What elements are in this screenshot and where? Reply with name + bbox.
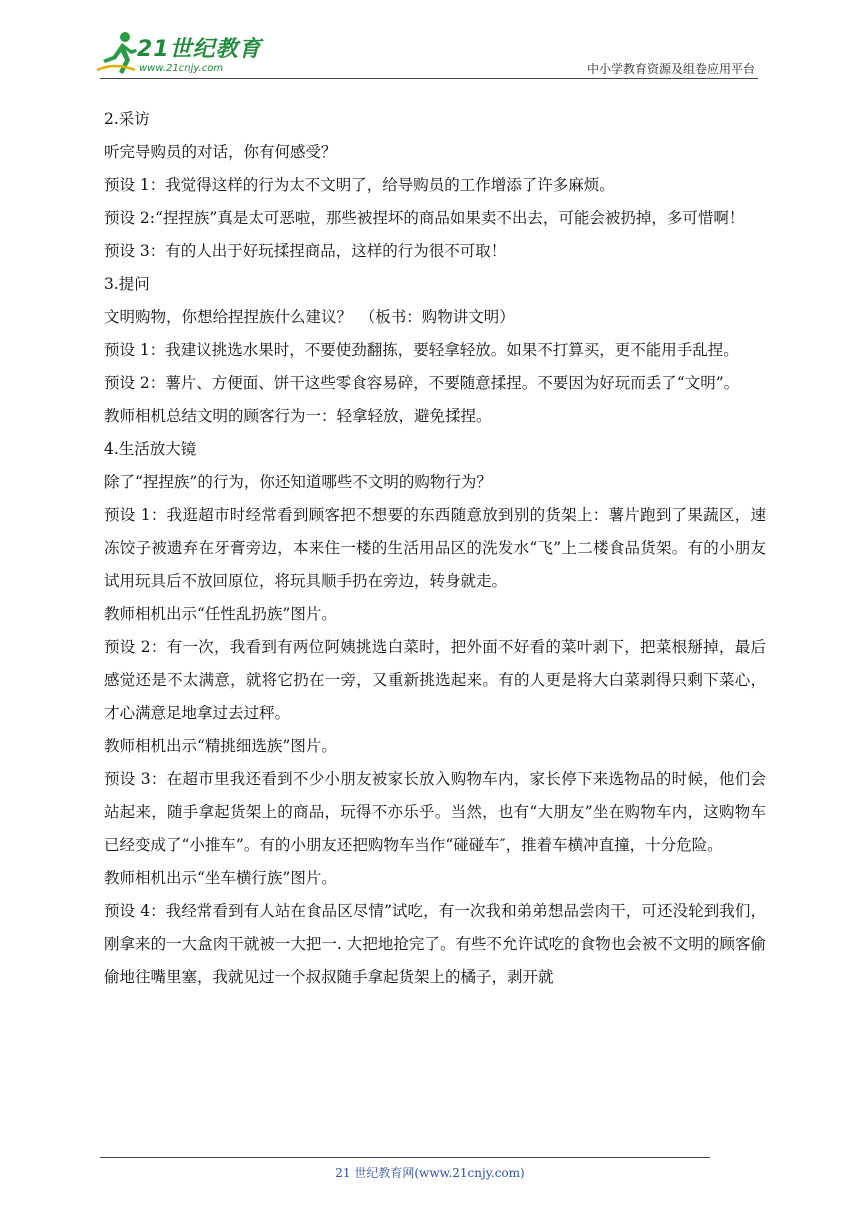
paragraph: 教师相机总结文明的顾客行为一：轻拿轻放，避免揉捏。 (104, 407, 492, 425)
paragraph: 预设 1：我逛超市时经常看到顾客把不想要的东西随意放到别的货架上：薯片跑到了果蔬区，速冻饺子被遗弃在牙膏旁边，本来住一楼的生活用品区的洗发水“飞”上二楼食品货架。有的小朋友试用玩具后不放回原位，将玩具顺手扔在旁边，转身就走。 (104, 506, 766, 590)
paragraph: 预设 2：有一次，我看到有两位阿姨挑选白菜时，把外面不好看的菜叶剥下，把菜根掰掉，最后感觉还是不太满意，就将它扔在一旁，又重新挑选起来。有的人更是将大白菜剥得只剩下菜心，才心满意足地拿过去过秤。 (104, 638, 766, 722)
paragraph: 除了“捏捏族”的行为，你还知道哪些不文明的购物行为？ (104, 473, 492, 491)
paragraph: 教师相机出示“精挑细选族”图片。 (104, 737, 337, 755)
paragraph: 预设 3：有的人出于好玩揉捏商品，这样的行为很不可取！ (104, 242, 507, 260)
platform-name: 中小学教育资源及组卷应用平台 (586, 62, 755, 76)
paragraph: 2.采访 (104, 110, 150, 128)
paragraph: 预设 1：我觉得这样的行为太不文明了，给导购员的工作增添了许多麻烦。 (104, 176, 615, 194)
site-logo[interactable] (95, 30, 275, 82)
page-header (0, 0, 860, 90)
paragraph: 预设 1：我建议挑选水果时，不要使劲翻拣，要轻拿轻放。如果不打算买，更不能用手乱捏。 (104, 341, 739, 359)
logo-url: www.21cnjy.com (139, 63, 224, 74)
paragraph: 预设 2：薯片、方便面、饼干这些零食容易碎，不要随意揉捏。不要因为好玩而丢了“文明”。 (104, 374, 740, 392)
paragraph: 教师相机出示“坐车横行族”图片。 (104, 869, 337, 887)
runner-logo-icon (95, 30, 139, 76)
document-body (104, 103, 766, 994)
paragraph: 4.生活放大镜 (104, 440, 197, 458)
paragraph: 听完导购员的对话，你有何感受？ (104, 143, 337, 161)
paragraph: 预设 3：在超市里我还看到不少小朋友被家长放入购物车内，家长停下来选物品的时候，他们会站起来，随手拿起货架上的商品，玩得不亦乐乎。当然，也有“大朋友”坐在购物车内，这购物车已经变成了“小推车”。有的小朋友还把购物车当作“碰碰车″，推着车横冲直撞，十分危险。 (104, 770, 766, 854)
logo-text: 21世纪教育 (137, 37, 262, 62)
paragraph: 文明购物，你想给捏捏族什么建议？ （板书：购物讲文明） (104, 308, 515, 326)
paragraph: 教师相机出示“任性乱扔族”图片。 (104, 605, 337, 623)
paragraph: 预设 4：我经常看到有人站在食品区尽情”试吃，有一次我和弟弟想品尝肉干，可还没轮到我们，刚拿来的一大盒肉干就被一大把一. 大把地抢完了。有些不允许试吃的食物也会被不文明的顾客偷偷地往嘴里塞，我就见过一个叔叔随手拿起货架上的橘子，剥开就 (104, 902, 766, 986)
paragraph: 预设 2:“捏捏族”真是太可恶啦，那些被捏坏的商品如果卖不出去，可能会被扔掉，多可惜啊！ (104, 209, 745, 227)
paragraph: 3.提问 (104, 275, 150, 293)
header-divider (100, 78, 758, 79)
footer-divider (100, 1157, 710, 1158)
footer-link[interactable]: 21 世纪教育网(www.21cnjy.com) (335, 1166, 525, 1180)
